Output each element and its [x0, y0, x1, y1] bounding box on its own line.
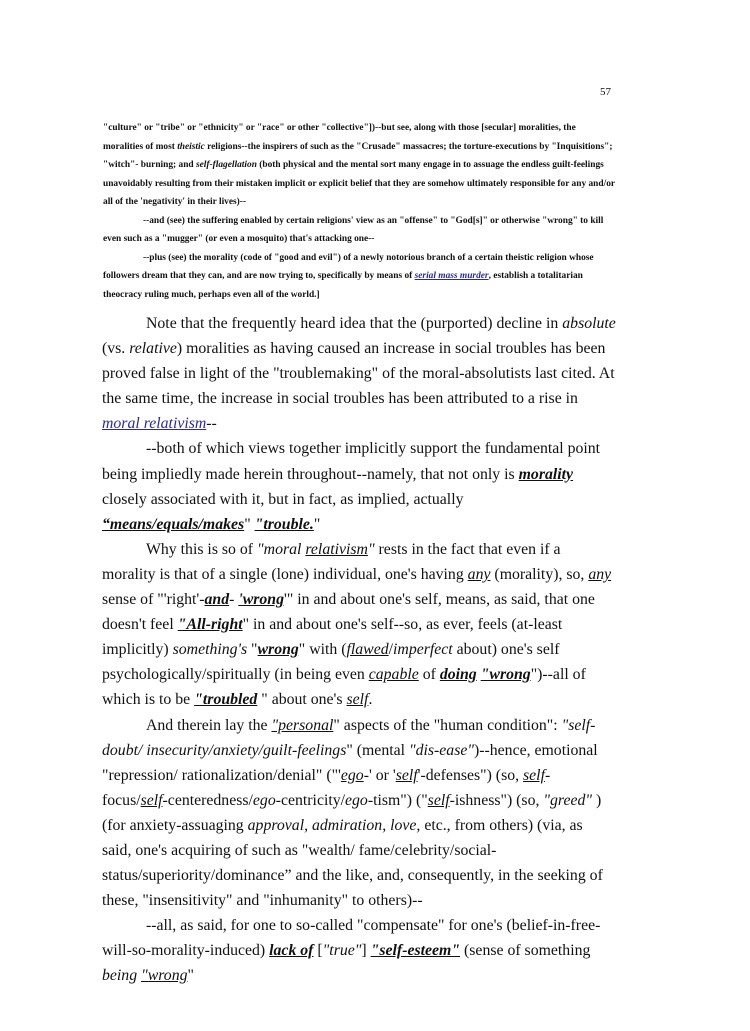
body-paragraph-3: Why this is so of "moral relativism" rests in the fact that even if a morality is that of a single (lone) individual, one's having any (morality), so, any sense of "'right'-and- 'wrong'" in and about one's self, means, as said, that one doesn't feel "All-right" in and about one's self--so, as ever, feels (at-least implicitly) something's "wrong" with (flawed/imperfect about) one's self psychologically/spiritually (in being even capable of doing "wrong")--all of which is to be "troubled " about one's self. [102, 540, 612, 709]
footnote-block [103, 119, 615, 304]
body-paragraph-2: --both of which views together implicitly support the fundamental point being impliedly made herein throughout--namely, that not only is morality closely associated with it, but in fact, as implied, actually “means/equals/makes" "trouble." [102, 440, 601, 533]
footnote-paragraph-1: "culture" or "tribe" or "ethnicity" or "race" or other "collective"])--but see, along with those [secular] moralities, the moralities of most theistic religions--the inspirers of such as the "Crusade" massacres; the torture-executions by "Inquisitions"; "witch"- burning; and self-flagellation (both physical and the mental sort many engage in to assuage the endless guilt-feelings unavoidably resulting from their mistaken implicit or explicit belief that they are somehow ultimately responsible for any and/or all of the 'negativity' in their lives)-- [103, 123, 615, 207]
body-paragraph-1: Note that the frequently heard idea that the (purported) decline in absolute (vs. relative) moralities as having caused an increase in social troubles has been proved false in light of the "troublemaking" of the moral-absolutists last cited. At the same time, the increase in social troubles has been attributed to a rise in moral relativism-- [102, 315, 616, 433]
body-paragraph-5: --all, as said, for one to so-called "compensate" for one's (belief-in-free-will-so-morality-induced) lack of ["true"] "self-esteem" (sense of something being "wrong" [102, 917, 601, 985]
footnote-paragraph-2: --and (see) the suffering enabled by certain religions' view as an "offense" to "God[s]" or otherwise "wrong" to kill even such as a "mugger" (or even a mosquito) that's attacking one-- [103, 215, 604, 244]
page-number: 57 [600, 86, 611, 98]
body-paragraph-4: And therein lay the "personal" aspects of the "human condition": "self-doubt/ insecurity/anxiety/guilt-feelings" (mental "dis-ease")--hence, emotional "repression/ rationalization/denial" ("'ego-' or 'self'-defenses") (so, self-focus/self-centeredness/ego-centricity/ego-tism") ("self-ishness") (so, "greed" ) (for anxiety-assuaging approval, admiration, love, etc., from others) (via, as said, one's acquiring of such as "wealth/ fame/celebrity/social-status/superiority/dominance” and the like, and, consequently, in the seeking of these, "insensitivity" and "inhumanity" to others)-- [102, 716, 603, 910]
body-text [102, 311, 616, 989]
footnote-paragraph-3: --plus (see) the morality (code of "good and evil") of a newly notorious branch of a certain theistic religion whose followers dream that they can, and are now trying to, specifically by means of serial mass murder, establish a totalitarian theocracy ruling much, perhaps even all of the world.] [103, 252, 594, 300]
